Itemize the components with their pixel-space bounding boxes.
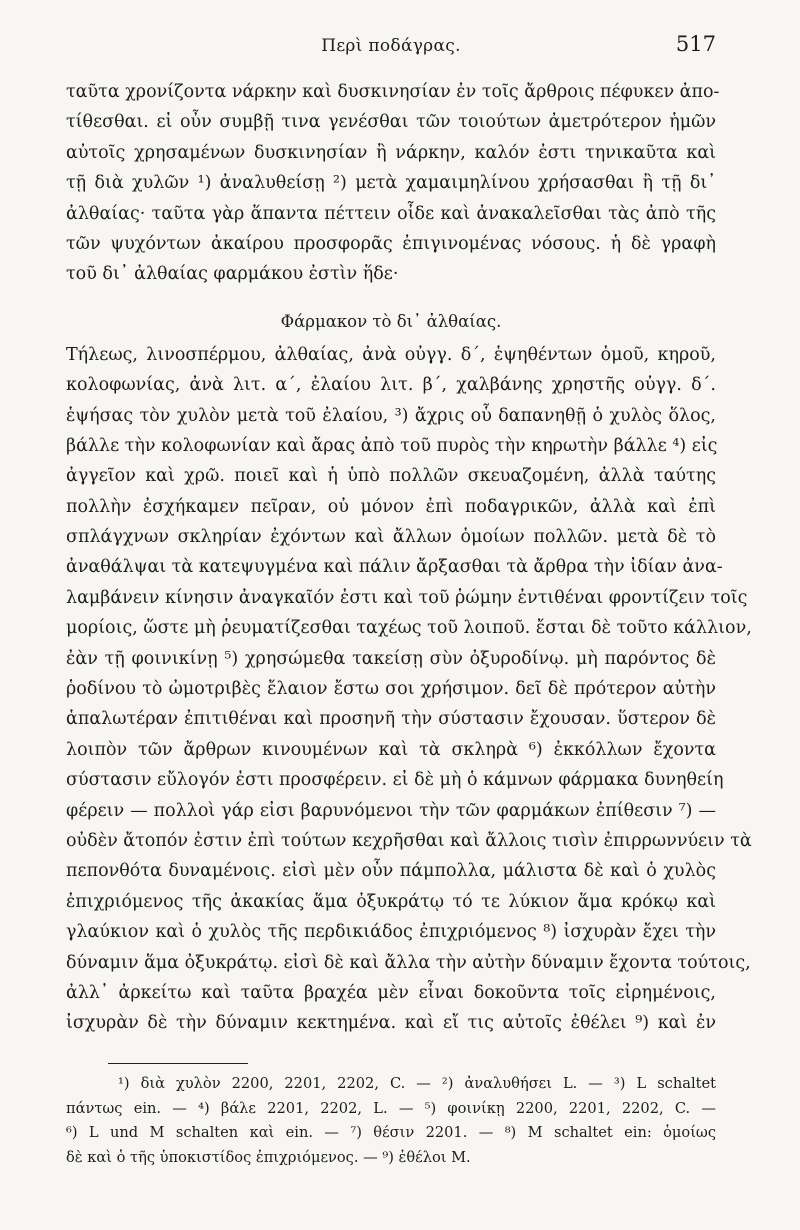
footnote-line: πάντως ein. — ⁴) βάλε 2201, 2202, L. — ⁵) φοινίκῃ 2200, 2201, 2202, C. — (66, 1099, 716, 1117)
page-header (66, 30, 716, 60)
running-title: Περὶ ποδάγρας. (321, 36, 461, 56)
text-line: δύναμιν ἅμα ὀξυκράτῳ. εἰσὶ δὲ καὶ ἄλλα τὴν αὐτὴν δύναμιν ἔχοντα τούτοις, (66, 952, 751, 973)
text-line: ἰσχυρὰν δὲ τὴν δύναμιν κεκτημένα. καὶ εἴ τις αὐτοῖς ἐθέλει ⁹) καὶ ἐν (66, 1013, 716, 1034)
recipe-heading: Φάρμακον τὸ δι᾽ ἀλθαίας. (280, 311, 502, 331)
text-line: αὐτοῖς χρησαμένων δυσκινησίαν ἢ νάρκην, καλόν ἐστι τηνικαῦτα καὶ (66, 142, 716, 163)
page-number: 517 (675, 32, 716, 56)
text-line: φέρειν — πολλοὶ γάρ εἰσι βαρυνόμενοι τὴν τῶν φαρμάκων ἐπίθεσιν ⁷) — (66, 800, 716, 821)
text-line: λαμβάνειν κίνησιν ἀναγκαῖόν ἐστι καὶ τοῦ ῥώμην ἐντιθέναι φροντίζειν τοῖς (66, 587, 748, 608)
text-line: γλαύκιον καὶ ὁ χυλὸς τῆς περδικιάδος ἐπιχριόμενος ⁸) ἰσχυρὰν ἔχει τὴν (66, 922, 716, 943)
text-line: ἀλλ᾽ ἀρκείτω καὶ ταῦτα βραχέα μὲν εἶναι δοκοῦντα τοῖς εἰρημένοις, (66, 982, 716, 1003)
footnote-line: δὲ καὶ ὁ τῆς ὑποκιστίδος ἐπιχριόμενος. — ⁹) ἐθέλοι M. (66, 1148, 471, 1166)
footnote-rule (108, 1063, 248, 1064)
text-line: ἑψήσας τὸν χυλὸν μετὰ τοῦ ἐλαίου, ³) ἄχρις οὗ δαπανηθῇ ὁ χυλὸς ὅλος, (66, 405, 716, 426)
text-line: σπλάγχνων σκληρίαν ἐχόντων καὶ ἄλλων ὁμοίων πολλῶν. μετὰ δὲ τὸ (66, 527, 716, 548)
text-line: πολλὴν ἐσχήκαμεν πεῖραν, οὐ μόνον ἐπὶ ποδαγρικῶν, ἀλλὰ καὶ ἐπὶ (66, 496, 716, 517)
text-line: τοῦ δι᾽ ἀλθαίας φαρμάκου ἐστὶν ἥδε· (66, 264, 399, 285)
text-line: πεπονθότα δυναμένοις. εἰσὶ μὲν οὖν πάμπολλα, μάλιστα δὲ καὶ ὁ χυλὸς (66, 861, 716, 882)
text-line: οὐδὲν ἄτοπόν ἐστιν ἐπὶ τούτων κεχρῆσθαι καὶ ἄλλοις τισὶν ἐπιρρωννύειν τὰ (66, 830, 752, 851)
text-line: βάλλε τὴν κολοφωνίαν καὶ ἄρας ἀπὸ τοῦ πυρὸς τὴν κηρωτὴν βάλλε ⁴) εἰς (66, 435, 718, 456)
text-line: ἀλθαίας· ταῦτα γὰρ ἅπαντα πέττειν οἶδε καὶ ἀνακαλεῖσθαι τὰς ἀπὸ τῆς (66, 203, 716, 224)
footnotes (66, 1072, 716, 1170)
text-line: μορίοις, ὥστε μὴ ῥευματίζεσθαι ταχέως τοῦ λοιποῦ. ἔσται δὲ τοῦτο κάλλιον, (66, 618, 752, 639)
text-line: ῥοδίνου τὸ ὠμοτριβὲς ἔλαιον ἔστω σοι χρήσιμον. δεῖ δὲ πρότερον αὐτὴν (66, 679, 716, 700)
footnote-line: ¹) διὰ χυλὸν 2200, 2201, 2202, C. — ²) ἀναλυθήσει L. — ³) L schaltet (118, 1075, 716, 1092)
footnote-line: ⁶) L und M schalten καὶ ein. — ⁷) θέσιν 2201. — ⁸) M schaltet ein: ὁμοίως (66, 1124, 716, 1141)
text-line: ἐπιχριόμενος τῆς ἀκακίας ἅμα ὀξυκράτῳ τό τε λύκιον ἅμα κρόκῳ καὶ (66, 891, 716, 912)
text-line: ἀναθάλψαι τὰ κατεψυγμένα καὶ πάλιν ἄρξασθαι τὰ ἄρθρα τὴν ἰδίαν ἀνα- (66, 557, 723, 578)
text-line: ἀγγεῖον καὶ χρῶ. ποιεῖ καὶ ἡ ὑπὸ πολλῶν σκευαζομένη, ἀλλὰ ταύτης (66, 466, 716, 487)
main-text (66, 77, 752, 1039)
text-line: τῇ διὰ χυλῶν ¹) ἀναλυθείσῃ ²) μετὰ χαμαιμηλίνου χρήσασθαι ἢ τῇ δι᾽ (66, 173, 716, 194)
text-line: τῶν ψυχόντων ἀκαίρου προσφορᾶς ἐπιγινομένας νόσους. ἡ δὲ γραφὴ (66, 233, 716, 254)
text-line: ταῦτα χρονίζοντα νάρκην καὶ δυσκινησίαν ἐν τοῖς ἄρθροις πέφυκεν ἀπο- (66, 82, 720, 102)
text-line: τίθεσθαι. εἰ οὖν συμβῇ τινα γενέσθαι τῶν τοιούτων ἀμετρότερον ἡμῶν (66, 112, 716, 133)
text-line: ἐὰν τῇ φοινικίνῃ ⁵) χρησώμεθα τακείσῃ σὺν ὀξυροδίνῳ. μὴ παρόντος δὲ (66, 648, 716, 669)
text-line: κολοφωνίας, ἀνὰ λιτ. α΄, ἐλαίου λιτ. β΄, χαλβάνης χρηστῆς οὐγγ. δ΄. (66, 375, 716, 396)
text-line: σύστασιν εὔλογόν ἐστι προσφέρειν. εἰ δὲ μὴ ὁ κάμνων φάρμακα δυνηθείη (66, 770, 724, 791)
text-line: ἁπαλωτέραν ἐπιτιθέναι καὶ προσηνῆ τὴν σύστασιν ἔχουσαν. ὕστερον δὲ (66, 709, 716, 730)
text-line: Τήλεως, λινοσπέρμου, ἀλθαίας, ἀνὰ οὐγγ. δ΄, ἑψηθέντων ὁμοῦ, κηροῦ, (66, 344, 716, 365)
text-line: λοιπὸν τῶν ἄρθρων κινουμένων καὶ τὰ σκληρὰ ⁶) ἐκκόλλων ἔχοντα (66, 739, 716, 760)
